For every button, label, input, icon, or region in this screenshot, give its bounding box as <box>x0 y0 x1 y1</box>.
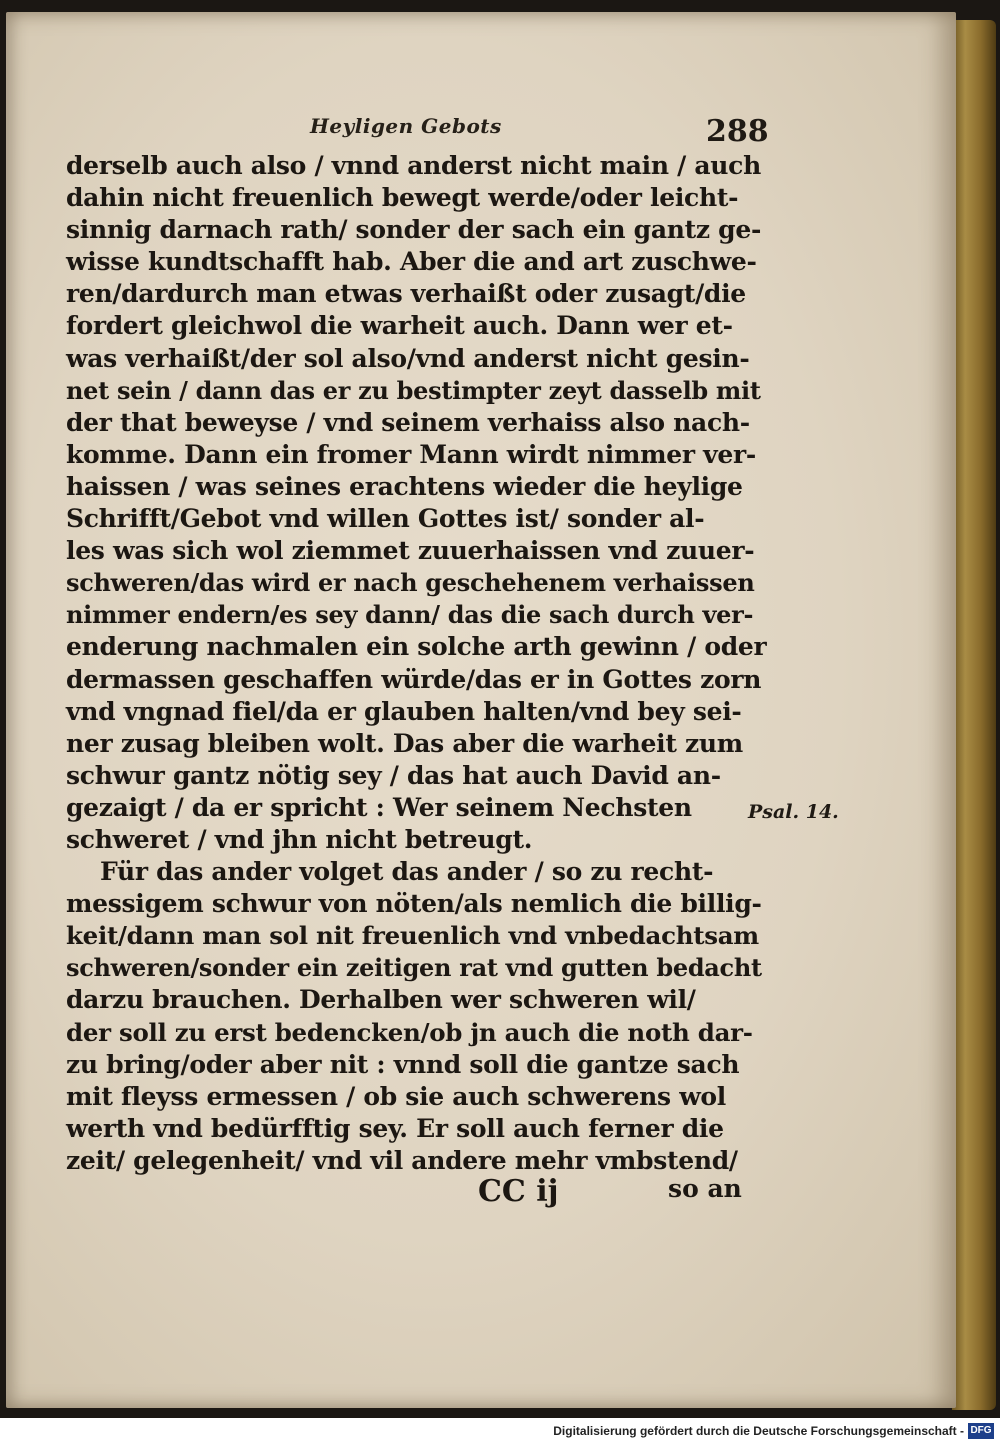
text-line: net sein / dann das er zu bestimpter zeyt dasselb mit <box>66 375 761 405</box>
text-line: Für das ander volget das ander / so zu recht- <box>100 857 714 887</box>
text-line: schweren/sonder ein zeitigen rat vnd gutten bedacht <box>66 953 762 983</box>
text-line: gezaigt / da er spricht : Wer seinem Nechsten <box>66 792 692 822</box>
text-line: zu bring/oder aber nit : vnnd soll die gantze sach <box>66 1049 740 1079</box>
text-line: wisse kundtschafft hab. Aber die and art zuschwe- <box>66 247 757 277</box>
text-line: schweret / vnd jhn nicht betreugt. <box>66 824 533 854</box>
footer-bar <box>0 1418 1000 1446</box>
dfg-logo-icon: DFG <box>968 1423 994 1439</box>
text-line: zeit/ gelegenheit/ vnd vil andere mehr vmbstend/ <box>66 1145 738 1175</box>
page-number: 288 <box>706 114 769 149</box>
text-line: werth vnd bedürfftig sey. Er soll auch ferner die <box>66 1113 724 1143</box>
marginal-note: Psal. 14. <box>748 801 839 823</box>
text-line: vnd vngnad fiel/da er glauben halten/vnd bey sei- <box>66 696 742 726</box>
text-line: dermassen geschaffen würde/das er in Gottes zorn <box>66 664 762 694</box>
text-line: schweren/das wird er nach geschehenem verhaissen <box>66 568 755 598</box>
text-line: Schrifft/Gebot vnd willen Gottes ist/ sonder al- <box>66 504 705 534</box>
text-line: sinnig darnach rath/ sonder der sach ein gantz ge- <box>66 215 762 245</box>
body-text <box>66 150 766 1177</box>
text-line: ren/dardurch man etwas verhaißt oder zusagt/die <box>66 279 746 309</box>
text-line: mit fleyss ermessen / ob sie auch schwerens wol <box>66 1081 726 1111</box>
book-edge <box>952 20 996 1410</box>
text-line: keit/dann man sol nit freuenlich vnd vnbedachtsam <box>66 921 759 951</box>
text-line: les was sich wol ziemmet zuuerhaissen vnd zuuer- <box>66 536 755 566</box>
footer-credit: Digitalisierung gefördert durch die Deutsche Forschungsgemeinschaft - <box>553 1424 964 1438</box>
text-line: messigem schwur von nöten/als nemlich die billig- <box>66 889 762 919</box>
text-line: ner zusag bleiben wolt. Das aber die warheit zum <box>66 728 743 758</box>
text-line: darzu brauchen. Derhalben wer schweren wil/ <box>66 985 696 1015</box>
text-line: schwur gantz nötig sey / das hat auch David an- <box>66 760 721 790</box>
running-head: Heyligen Gebots <box>310 114 502 138</box>
text-line: dahin nicht freuenlich bewegt werde/oder leicht- <box>66 183 739 213</box>
text-line: haissen / was seines erachtens wieder die heylige <box>66 471 743 501</box>
text-line: derselb auch also / vnnd anderst nicht main / auch <box>66 151 761 180</box>
text-line: was verhaißt/der sol also/vnd anderst nicht gesin- <box>66 343 750 373</box>
text-line: komme. Dann ein fromer Mann wirdt nimmer ver- <box>66 439 756 469</box>
text-line: der soll zu erst bedencken/ob jn auch die noth dar- <box>66 1017 753 1047</box>
text-line: fordert gleichwol die warheit auch. Dann wer et- <box>66 311 733 341</box>
text-line: enderung nachmalen ein solche arth gewinn / oder <box>66 632 767 662</box>
signature-mark: CC ij <box>478 1174 559 1209</box>
text-line: nimmer endern/es sey dann/ das die sach durch ver- <box>66 600 754 630</box>
catchword: so an <box>668 1174 742 1203</box>
text-line: der that beweyse / vnd seinem verhaiss also nach- <box>66 407 750 437</box>
